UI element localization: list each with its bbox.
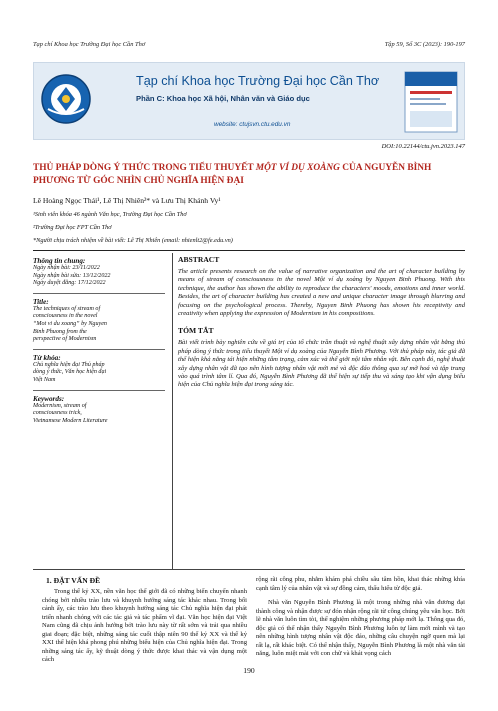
- article-info-sidebar: [33, 255, 165, 425]
- date-received: Ngày nhận bài: 23/11/2022: [33, 265, 100, 271]
- banner-journal-title: Tạp chí Khoa học Trường Đại học Cần Thơ: [136, 74, 380, 88]
- abstract-heading: ABSTRACT: [178, 255, 220, 264]
- corresponding-author: *Người chịu trách nhiệm về bài viết: Lê Thị Nhiên (email: nhienlt2@fe.edu.vn): [33, 237, 233, 244]
- keywords-heading: Keywords:: [33, 394, 65, 403]
- section-heading: 1. ĐẶT VẤN ĐỀ: [46, 576, 101, 585]
- journal-banner: [33, 62, 465, 140]
- abstract-text: The article presents research on the value of narrative organization and the art of character building by means of stream of consciousness in the novel Một ví dụ xoàng by Nguyen Binh Phuong. With this technique, the author has shown the ability to reproduce the characters' moods, emotions and inner world. Besides, the art of character building has created a new and unique character image through blurring and focusing on the psychological process. Thereby, Nguyen Binh Phuong has shown his receptivity and creativity when applying the expression of Modernism in his compositions.: [178, 268, 465, 318]
- english-title-line: “Mot vi du xoang” by Nguyen: [33, 320, 107, 327]
- running-header-journal: Tạp chí Khoa học Trường Đại học Cần Thơ: [33, 41, 146, 48]
- divider: [33, 569, 465, 570]
- journal-cover-icon: [404, 71, 458, 133]
- divider: [33, 293, 165, 294]
- banner-website: website: ctujsvn.ctu.edu.vn: [214, 121, 291, 128]
- title-part-1: THỦ PHÁP DÒNG Ý THỨC TRONG TIỂU THUYẾT: [33, 163, 256, 173]
- divider: [33, 349, 165, 350]
- info-heading: Thông tin chung:: [33, 257, 86, 265]
- english-title-heading: Title:: [33, 297, 49, 306]
- title-novel-name: MỘT VÍ DỤ XOÀNG: [255, 163, 340, 173]
- keywords-line: Vietnamese Modern Literature: [33, 417, 108, 424]
- tukhoa-line: Việt Nam: [33, 376, 56, 383]
- column-divider: [172, 253, 173, 569]
- body-paragraph: Trong thế kỷ XX, nền văn học thế giới đã có những biến chuyển nhanh chóng bởi nhiều trào lưu và khuynh hướng sáng tác khác nhau. Trong bối cảnh ấy, các trào lưu theo khuynh hướng sáng tác Chủ nghĩa hiện đại phát triển nhanh chóng với các tác giả và tác phẩm vĩ đại. Văn học hiện đại Việt Nam cũng đã chịu ảnh hưởng bởi trào lưu này từ rất sớm và trải qua nhiều giai đoạn; đặc biệt, những sáng tác cuối thập niên 90 thế kỷ XX và thế kỷ XXI thể hiện khá phong phú những biểu hiện của Chủ nghĩa hiện đại. Trong những sáng tác ấy, kỹ thuật dòng ý thức được khai thác và vận dụng một cách: [42, 588, 247, 663]
- english-title-line: perspective of Modernism: [33, 336, 97, 343]
- abstract-column: [178, 255, 465, 390]
- keywords-line: Modernism, stream of: [33, 402, 87, 409]
- page-number: 190: [243, 666, 255, 675]
- keywords-line: consciousness trick,: [33, 410, 82, 417]
- tomtat-heading: TÓM TẮT: [178, 326, 214, 336]
- doi: DOI:10.22144/ctu.jvn.2023.147: [381, 143, 465, 150]
- title-part-2: CỦA NGUYỄN BÌNH PHƯƠNG TỪ GÓC NHÌN CHỦ NGHĨA HIỆN ĐẠI: [33, 163, 432, 186]
- tomtat-text: Bài viết trình bày nghiên cứu về giá trị của tổ chức trần thuật và nghệ thuật xây dựng nhân vật bằng thủ pháp dòng ý thức trong tiểu thuyết Một ví dụ xoàng của Nguyễn Bình Phương. Với thủ pháp này, tác giả đã thể hiện khả năng tái hiện những tâm trạng, cảm xúc và thế giới nội tâm nhân vật. Bên cạnh đó, nghệ thuật xây dựng nhân vật đã tạo nên hình tượng nhân vật mới mẻ và độc đáo thông qua sự mờ hoá và tập trung vào quá trình tâm lí. Qua đó, Nguyễn Bình Phương đã thể hiện sự tiếp thu và sáng tạo khi vận dụng biểu hiện của Chủ nghĩa hiện đại trong sáng tác.: [178, 339, 465, 389]
- date-accepted: Ngày duyệt đăng: 17/12/2022: [33, 280, 106, 287]
- author-list: Lê Hoàng Ngọc Thái¹, Lê Thị Nhiên²* và Lưu Thị Khánh Vy¹: [33, 196, 221, 205]
- body-paragraph: rộng rãi công phu, nhằm khám phá chiều sâu tâm hồn, khai thác những khía cạnh tâm lý của nhân vật và sự đồng cảm, thấu hiểu từ độc giả.: [256, 576, 465, 592]
- affiliation-1: ¹Sinh viên khóa 46 ngành Văn học, Trường Đại học Cần Thơ: [33, 211, 187, 218]
- affiliation-2: ²Trường Đại học FPT Cần Thơ: [33, 224, 112, 231]
- university-logo-icon: [40, 73, 92, 125]
- tukhoa-line: Chủ nghĩa hiện đại Thủ pháp: [33, 361, 105, 368]
- divider: [33, 250, 465, 251]
- body-column-right: [256, 576, 465, 659]
- body-paragraph: Nhà văn Nguyễn Bình Phương là một trong những nhà văn đương đại thành công và nhận được sự đón nhận rộng rãi từ công chúng yêu văn học. Bởi lẽ nhà văn luôn tìm tòi, thể nghiệm những phương pháp mới lạ. Thông qua đó, độc giả có thể nhận thấy Nguyễn Bình Phương luôn tự làm mới mình và tạo nên những hình tượng nhân vật độc đáo, những câu chuyện ngỡ quen mà lại rất lạ, rất khác biệt. Có thể nhận thấy, Nguyễn Bình Phương là một nhà văn tài năng, luôn miệt mài với con chữ và khát vọng cách: [256, 599, 465, 657]
- tukhoa-heading: Từ khóa:: [33, 353, 61, 362]
- running-header-volume: Tập 59, Số 3C (2023): 190-197: [384, 41, 465, 48]
- banner-journal-section: Phần C: Khoa học Xã hội, Nhân văn và Giáo dục: [136, 94, 310, 103]
- running-header: [33, 41, 465, 53]
- article-title: [33, 162, 465, 188]
- divider: [33, 390, 165, 391]
- english-title-line: Binh Phuong from the: [33, 328, 87, 335]
- date-revised: Ngày nhận bài sửa: 13/12/2022: [33, 272, 111, 279]
- english-title-line: The techniques of stream of: [33, 305, 101, 312]
- english-title-line: consciousness in the novel: [33, 313, 98, 320]
- tukhoa-line: dòng ý thức, Văn học hiện đại: [33, 369, 107, 376]
- body-column-left: [42, 576, 247, 665]
